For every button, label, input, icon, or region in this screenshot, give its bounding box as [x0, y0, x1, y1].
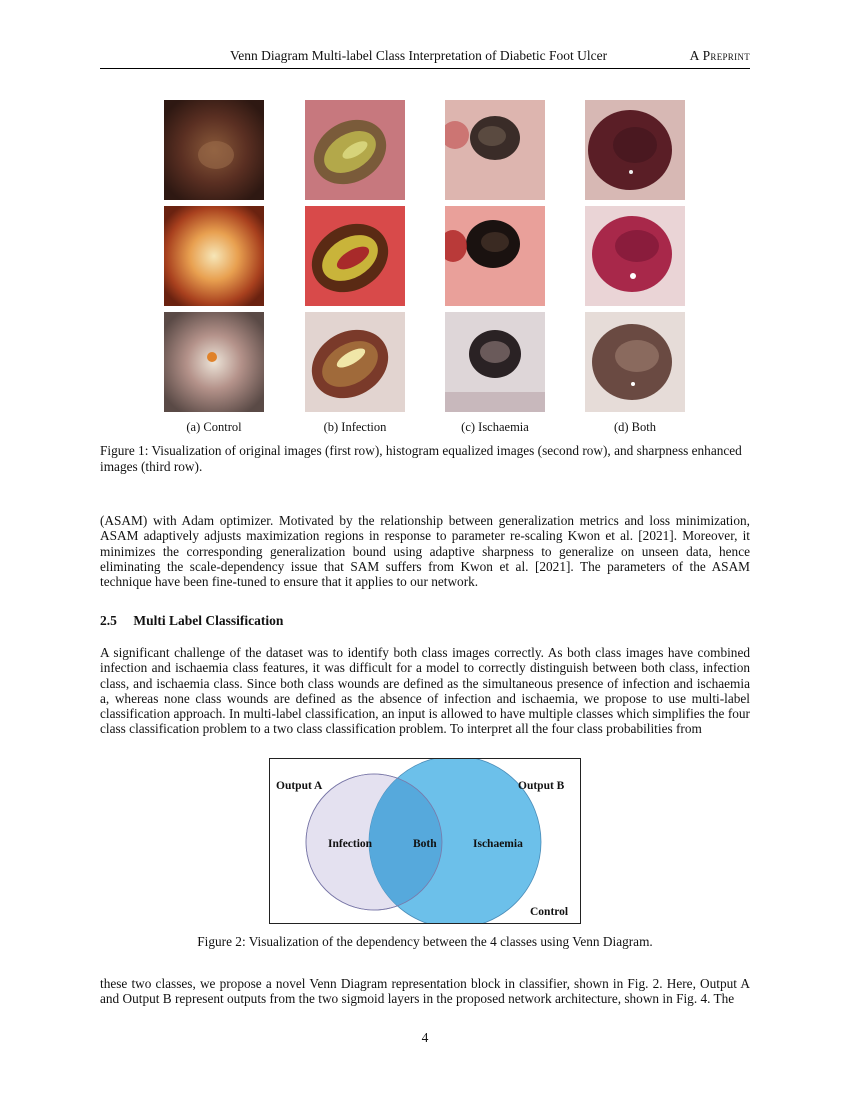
image-control-original	[164, 100, 264, 200]
label-output-b: Output B	[518, 780, 565, 792]
label-infection: Infection	[328, 838, 373, 850]
section-heading	[100, 613, 283, 629]
label-output-a: Output A	[276, 780, 323, 792]
image-both-sharpened	[585, 312, 685, 412]
subcaption-infection: (b) Infection	[323, 420, 387, 434]
paragraph-multilabel: A significant challenge of the dataset was to identify both class images correctly. As both class images have combined infection and ischaemia class features, it was difficult for a model to correctly distinguish between both class, infection class, and ischaemia class. Since both class wounds are defined as the simultaneous presence of infection and ischaemia a, whereas none class wounds are defined as the absence of infection and ischaemia, we propose to use multi-label classification approach. In multi-label classification, an input is allowed to have multiple classes which simplifies the four class classification problem to a two class classification problem. To interpret all the four class probabilities from	[100, 645, 750, 737]
image-infection-equalized	[305, 206, 405, 306]
image-ischaemia-equalized	[445, 206, 545, 306]
image-both-original	[585, 100, 685, 200]
image-infection-sharpened	[305, 312, 405, 412]
image-both-equalized	[585, 206, 685, 306]
label-control: Control	[530, 906, 569, 918]
subcaption-control: (a) Control	[186, 420, 242, 434]
subcaption-both: (d) Both	[613, 420, 656, 434]
label-both: Both	[413, 838, 437, 850]
image-infection-original	[305, 100, 405, 200]
image-ischaemia-original	[445, 100, 545, 200]
section-number: 2.5	[100, 613, 117, 628]
image-ischaemia-sharpened	[445, 312, 545, 412]
figure-2-caption: Figure 2: Visualization of the dependency between the 4 classes using Venn Diagram.	[197, 934, 653, 949]
venn-diagram	[269, 758, 581, 924]
header-title: Venn Diagram Multi-label Class Interpretation of Diabetic Foot Ulcer	[230, 48, 608, 63]
page-number: 4	[421, 1030, 429, 1045]
header-preprint-tag: A Preprint	[689, 48, 750, 63]
image-control-sharpened	[164, 312, 264, 412]
subcaption-ischaemia: (c) Ischaemia	[461, 420, 529, 434]
figure-1-caption: Figure 1: Visualization of original images (first row), histogram equalized images (second row), and sharpness enhanced images (third row).	[100, 443, 742, 474]
running-header	[100, 48, 750, 69]
label-ischaemia: Ischaemia	[473, 838, 523, 850]
paragraph-venn-block: these two classes, we propose a novel Venn Diagram representation block in classifier, shown in Fig. 2. Here, Output A and Output B represent outputs from the two sigmoid layers in the proposed network architecture, shown in Fig. 4. The	[100, 976, 750, 1007]
paragraph-asam: (ASAM) with Adam optimizer. Motivated by the relationship between generalization metrics and loss minimization, ASAM adaptively adjusts maximization regions in response to parameter re-scaling Kwon et al. [2021]. Moreover, it minimizes the corresponding generalization bound using adaptive sharpness to generalize on unseen data, hence eliminating the scale-dependency issue that SAM suffers from Kwon et al. [2021]. The parameters of the ASAM technique have been fine-tuned to ensure that it applies to our network.	[100, 513, 750, 590]
image-control-equalized	[164, 206, 264, 306]
section-title: Multi Label Classification	[133, 613, 284, 628]
